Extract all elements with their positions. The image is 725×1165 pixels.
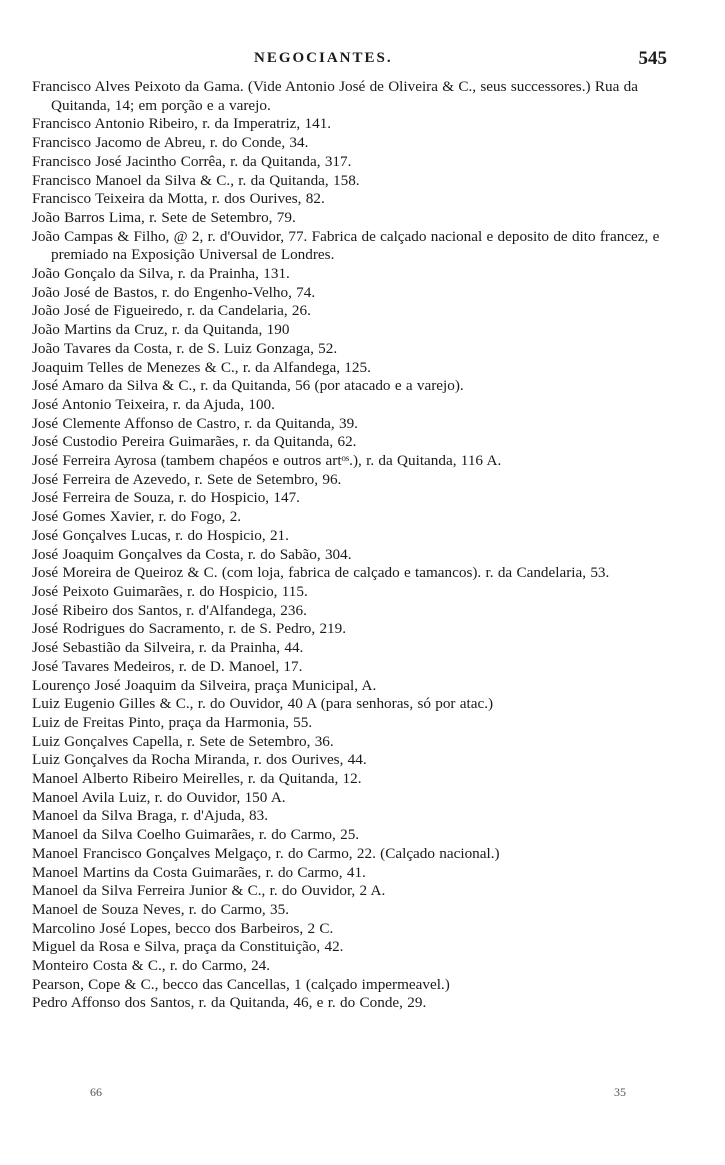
directory-entry: José Amaro da Silva & C., r. da Quitanda, 56 (por atacado e a varejo). <box>32 377 464 395</box>
directory-entry: Lourenço José Joaquim da Silveira, praça Municipal, A. <box>32 676 377 694</box>
page-footer <box>0 1085 725 1105</box>
directory-entry: João Barros Lima, r. Sete de Setembro, 79. <box>32 208 296 226</box>
page-number: 545 <box>638 48 667 69</box>
page-title: NEGOCIANTES. <box>254 50 393 66</box>
directory-entry: Luiz Eugenio Gilles & C., r. do Ouvidor, 40 A (para senhoras, só por atac.) <box>32 695 494 713</box>
directory-entry: José Ferreira de Souza, r. do Hospicio, 147. <box>32 489 300 507</box>
directory-entry: José Peixoto Guimarães, r. do Hospicio, 115. <box>32 582 308 600</box>
directory-entry: Luiz de Freitas Pinto, praça da Harmonia, 55. <box>32 713 313 731</box>
directory-entry: João José de Bastos, r. do Engenho-Velho, 74. <box>32 283 316 301</box>
directory-entry: Manoel Avila Luiz, r. do Ouvidor, 150 A. <box>32 788 286 806</box>
directory-entry: Marcolino José Lopes, becco dos Barbeiros, 2 C. <box>32 919 334 937</box>
directory-entry: Manoel da Silva Ferreira Junior & C., r. do Ouvidor, 2 A. <box>32 882 386 900</box>
page-header <box>0 50 725 76</box>
directory-entry: Francisco Alves Peixoto da Gama. (Vide Antonio José de Oliveira & C., seus successores.) Rua da Quitanda, 14; em porção e a varejo. <box>32 78 638 114</box>
directory-entry: João Gonçalo da Silva, r. da Prainha, 131. <box>32 265 290 283</box>
directory-entry: Manoel de Souza Neves, r. do Carmo, 35. <box>32 900 289 918</box>
directory-entry: João Martins da Cruz, r. da Quitanda, 190 <box>32 321 290 339</box>
directory-entry: Miguel da Rosa e Silva, praça da Constituição, 42. <box>32 938 344 956</box>
directory-entry: João Campas & Filho, @ 2, r. d'Ouvidor, 77. Fabrica de calçado nacional e deposito de dito francez, e premiado na Exposição Universal de Londres. <box>32 227 660 264</box>
directory-entry: José Gomes Xavier, r. do Fogo, 2. <box>32 508 242 526</box>
directory-entry: José Ferreira de Azevedo, r. Sete de Setembro, 96. <box>32 470 342 488</box>
directory-entry: João Tavares da Costa, r. de S. Luiz Gonzaga, 52. <box>32 339 338 357</box>
directory-entry: José Ferreira Ayrosa (tambem chapéos e outros artᵒˢ.), r. da Quitanda, 116 A. <box>32 452 502 470</box>
directory-entry: José Clemente Affonso de Castro, r. da Quitanda, 39. <box>32 414 358 432</box>
directory-entry: José Joaquim Gonçalves da Costa, r. do Sabão, 304. <box>32 545 352 563</box>
directory-entry: Francisco Jacomo de Abreu, r. do Conde, 34. <box>32 134 309 152</box>
directory-entry: Pedro Affonso dos Santos, r. da Quitanda, 46, e r. do Conde, 29. <box>32 994 427 1012</box>
directory-entry: Francisco Manoel da Silva & C., r. da Quitanda, 158. <box>32 171 360 189</box>
directory-entry: Manoel Francisco Gonçalves Melgaço, r. do Carmo, 22. (Calçado nacional.) <box>32 844 500 862</box>
directory-entry: Francisco Antonio Ribeiro, r. da Imperatriz, 141. <box>32 115 332 133</box>
directory-entry: Manoel Alberto Ribeiro Meirelles, r. da Quitanda, 12. <box>32 770 362 788</box>
directory-entry: José Sebastião da Silveira, r. da Prainha, 44. <box>32 639 304 657</box>
directory-entry: José Ribeiro dos Santos, r. d'Alfandega, 236. <box>32 601 307 619</box>
directory-entry: Monteiro Costa & C., r. do Carmo, 24. <box>32 957 271 975</box>
directory-entry: Francisco José Jacintho Corrêa, r. da Quitanda, 317. <box>32 152 352 170</box>
directory-entry: Manoel da Silva Braga, r. d'Ajuda, 83. <box>32 807 269 825</box>
directory-entry: João José de Figueiredo, r. da Candelaria, 26. <box>32 302 311 320</box>
directory-entry: Manoel Martins da Costa Guimarães, r. do Carmo, 41. <box>32 863 366 881</box>
directory-list <box>32 78 682 1013</box>
directory-entry: Manoel da Silva Coelho Guimarães, r. do Carmo, 25. <box>32 826 360 844</box>
directory-entry: José Tavares Medeiros, r. de D. Manoel, 17. <box>32 657 303 675</box>
directory-entry: Joaquim Telles de Menezes & C., r. da Alfandega, 125. <box>32 358 371 376</box>
directory-entry: Luiz Gonçalves Capella, r. Sete de Setembro, 36. <box>32 732 334 750</box>
directory-entry: José Custodio Pereira Guimarães, r. da Quitanda, 62. <box>32 433 357 451</box>
signature-mark-right: 35 <box>614 1085 626 1099</box>
directory-entry: Francisco Teixeira da Motta, r. dos Ourives, 82. <box>32 190 325 208</box>
directory-entry: José Gonçalves Lucas, r. do Hospicio, 21. <box>32 526 289 544</box>
directory-entry: Luiz Gonçalves da Rocha Miranda, r. dos Ourives, 44. <box>32 751 367 769</box>
directory-entry: José Antonio Teixeira, r. da Ajuda, 100. <box>32 395 275 413</box>
signature-mark-left: 66 <box>90 1085 102 1099</box>
directory-entry: José Moreira de Queiroz & C. (com loja, fabrica de calçado e tamancos). r. da Candelaria, 53. <box>32 564 610 582</box>
directory-entry: José Rodrigues do Sacramento, r. de S. Pedro, 219. <box>32 620 347 638</box>
directory-entry: Pearson, Cope & C., becco das Cancellas, 1 (calçado impermeavel.) <box>32 975 450 993</box>
